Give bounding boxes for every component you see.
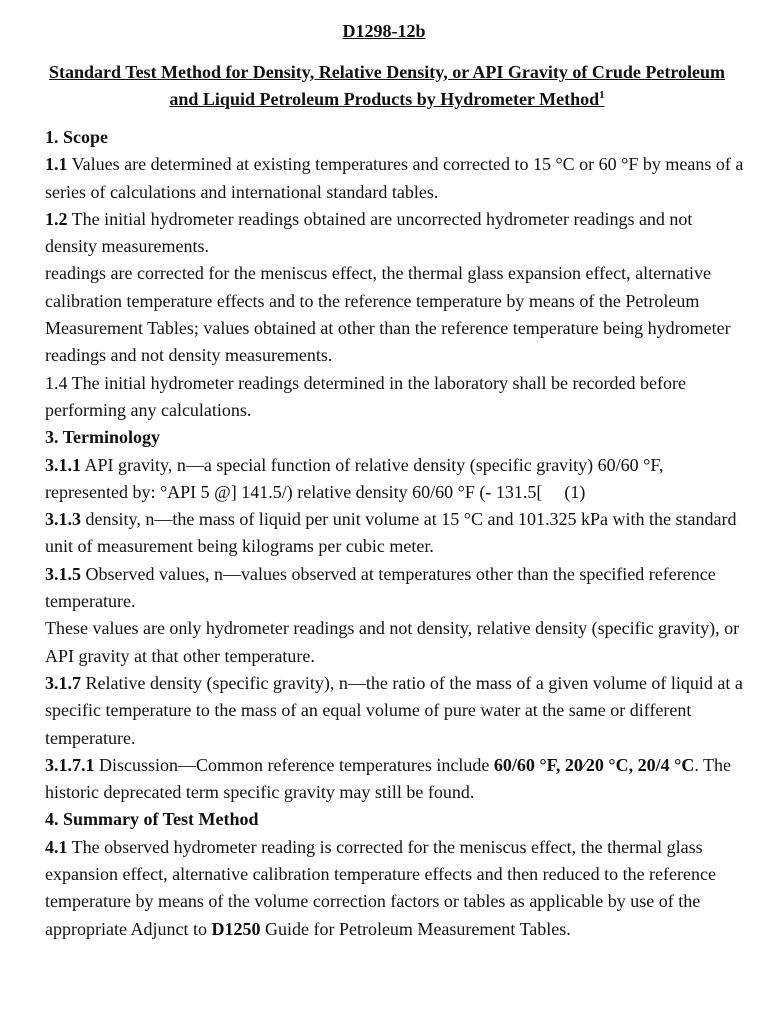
section-heading-terminology: 3. Terminology (45, 427, 161, 448)
reference-temperatures: 60/60 °F, 20⁄20 °C, 20/4 °C (493, 754, 695, 775)
paragraph-number: 4.1 (45, 836, 68, 857)
term-text: Observed values, n—values observed at temperatures other than the specified reference temperature. (45, 563, 716, 612)
term-number: 3.1.1 (45, 454, 81, 475)
title-footnote-marker: 1 (599, 88, 605, 101)
term-number: 3.1.3 (45, 509, 81, 530)
document-body (45, 124, 745, 943)
term-3-1-3 (45, 506, 745, 561)
term-text: API gravity, n—a special function of relative density (specific gravity) 60/60 °F, represented by: °API 5 @] 141.5/) relative density 60/60 °F (- 131.5[ (45, 454, 664, 502)
section-heading-summary: 4. Summary of Test Method (45, 809, 259, 830)
term-3-1-5 (45, 561, 745, 616)
term-number: 3.1.7 (45, 672, 81, 693)
document-title (40, 59, 734, 112)
term-3-1-7-1 (45, 752, 745, 807)
paragraph-1-4: 1.4 The initial hydrometer readings determined in the laboratory shall be recorded before performing any calculations. (45, 372, 686, 420)
term-text: Discussion—Common reference temperatures include (94, 754, 494, 775)
paragraph-text-end: Guide for Petroleum Measurement Tables. (260, 918, 571, 939)
term-values-note: These values are only hydrometer readings and not density, relative density (specific gravity), or API gravity at that other temperature. (45, 618, 740, 666)
paragraph-text: Values are determined at existing temperatures and corrected to 15 °C or 60 °F by means of a series of calculations and international standard tables. (45, 154, 744, 202)
standard-reference: D1250 (211, 918, 261, 939)
paragraph-1-1 (45, 151, 745, 206)
document-id: D1298-12b (342, 21, 426, 41)
term-number: 3.1.7.1 (45, 754, 95, 775)
paragraph-readings: readings are corrected for the meniscus effect, the thermal glass expansion effect, alternative calibration temperature effects and to the reference temperature by means of the Petroleum Measurement Tables; values obtained at other than the reference temperature being hydrometer readings and not density measurements. (45, 263, 731, 366)
term-number: 3.1.5 (45, 563, 81, 584)
paragraph-text: The initial hydrometer readings obtained are uncorrected hydrometer readings and not density measurements. (45, 208, 693, 257)
section-heading-scope: 1. Scope (45, 127, 108, 147)
document-title-text: Standard Test Method for Density, Relative Density, or API Gravity of Crude Petroleum and Liquid Petroleum Products by Hydrometer Method (49, 62, 725, 109)
equation-number: (1) (564, 481, 586, 502)
paragraph-number: 1.1 (45, 154, 68, 175)
term-text-end: . The historic deprecated term specific gravity may still be found. (45, 754, 731, 803)
paragraph-number: 1.2 (45, 208, 68, 229)
term-text: density, n—the mass of liquid per unit volume at 15 °C and 101.325 kPa with the standard unit of measurement being kilograms per cubic meter. (45, 509, 737, 557)
term-3-1-7 (45, 670, 745, 752)
paragraph-1-2 (45, 206, 745, 261)
paragraph-4-1 (45, 834, 745, 943)
term-text: Relative density (specific gravity), n—the ratio of the mass of a given volume of liquid at a specific temperature to the mass of an equal volume of pure water at the same or different temperature. (45, 672, 743, 748)
paragraph-text: The observed hydrometer reading is corrected for the meniscus effect, the thermal glass expansion effect, alternative calibration temperature effects and then reduced to the reference temperature by means of the volume correction factors or tables as applicable by use of the appropriate Adjunct to (45, 836, 716, 939)
term-3-1-1 (45, 452, 745, 507)
